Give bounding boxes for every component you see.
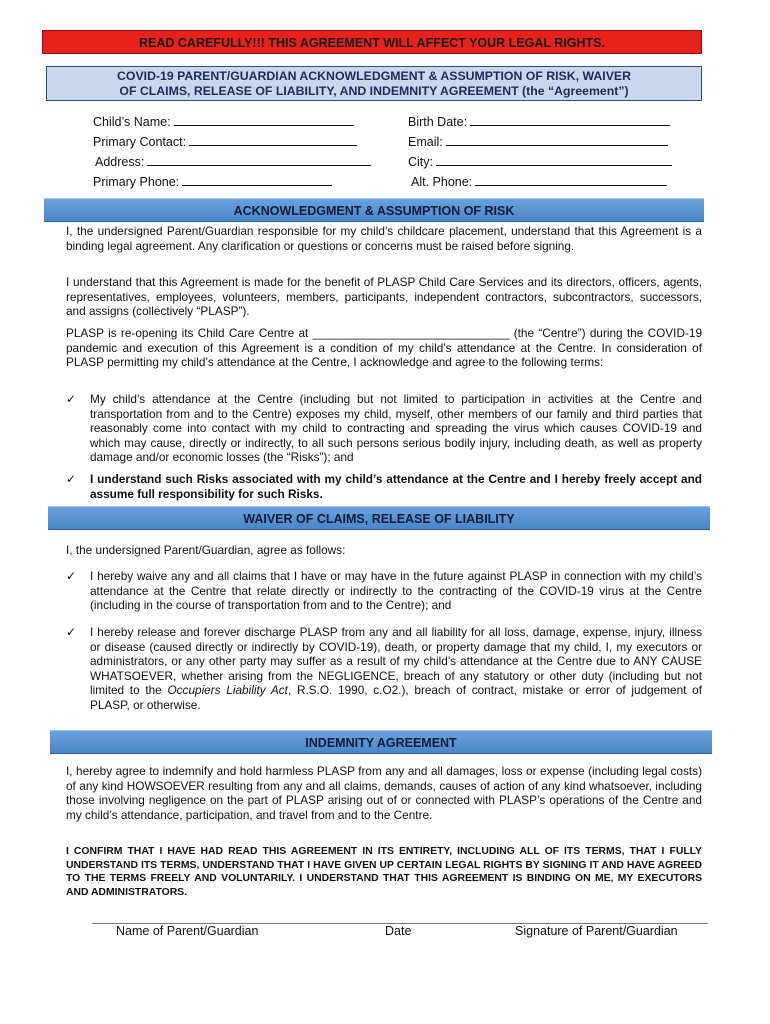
child-name-field[interactable] <box>93 114 354 129</box>
centre-sentence-end: (the “Centre”) during the COVID-19 pandemic and execution of this Agreement is a condition of my child’s attendance at the Centre. In consideration of PLASP permitting my child’s attendance at the Centre, I acknowledge and agree to the following terms: <box>66 326 703 370</box>
email-line[interactable] <box>446 134 668 146</box>
address-field[interactable] <box>95 154 371 169</box>
address-label: Address: <box>95 155 145 169</box>
primary-phone-label: Primary Phone: <box>93 175 180 189</box>
child-name-label: Child’s Name: <box>93 115 171 129</box>
agreement-title <box>46 66 702 101</box>
city-label: City: <box>408 155 433 169</box>
check-mark-icon: ✓ <box>66 472 77 486</box>
centre-blank[interactable]: ______________________________ <box>312 326 510 340</box>
indemnity-paragraph: I, hereby agree to indemnify and hold harmless PLASP from any and all damages, loss or expense (including legal costs) of any kind HOWSOEVER resulting from any and all claims, demands, causes of action of any kind whatsoever, including those involving negligence on the part of PLASP arising out of or connected with PLASP’s operations of the Centre and my child’s attendance, participation, and travel from and to the Centre. <box>66 764 702 822</box>
waiver-heading: WAIVER OF CLAIMS, RELEASE OF LIABILITY <box>48 506 710 530</box>
check-mark-icon: ✓ <box>66 392 77 406</box>
alt-phone-line[interactable] <box>475 174 667 186</box>
waiver-bullet-2-end: , R.S.O. 1990, c.O2.), breach of contract, mistake or error of judgement of PLASP, or otherwise. <box>90 683 703 712</box>
check-mark-icon: ✓ <box>66 625 77 639</box>
email-label: Email: <box>408 135 443 149</box>
agreement-title-line2: OF CLAIMS, RELEASE OF LIABILITY, AND INDEMNITY AGREEMENT (the “Agreement”) <box>119 84 629 98</box>
primary-phone-line[interactable] <box>182 174 332 186</box>
check-mark-icon: ✓ <box>66 569 77 583</box>
confirmation-statement: I CONFIRM THAT I HAVE HAD READ THIS AGREEMENT IN ITS ENTIRETY, INCLUDING ALL OF ITS TERMS, THAT I FULLY UNDERSTAND ITS TERMS, UNDERSTAND THAT I HAVE GIVEN UP CERTAIN LEGAL RIGHTS BY SIGNING IT AND HAVE AGREED TO THE TERMS FREELY AND VOLUNTARILY. I UNDERSTAND THAT THIS AGREEMENT IS BINDING ON ME, MY EXECUTORS AND ADMINISTRATORS. <box>66 846 702 898</box>
centre-sentence-start: PLASP is re-opening its Child Care Centre at <box>66 326 309 340</box>
primary-contact-label: Primary Contact: <box>93 135 187 149</box>
primary-contact-line[interactable] <box>189 134 357 146</box>
city-field[interactable] <box>408 154 672 169</box>
waiver-bullet-1: I hereby waive any and all claims that I have or may have in the future against PLASP in connection with my child’s attendance at the Centre that relate directly or indirectly to the contracting of the COVID-19 virus at the Centre (including in the course of transportation from and to the Centre); and <box>90 569 702 613</box>
birth-date-line[interactable] <box>470 114 670 126</box>
primary-contact-field[interactable] <box>93 134 357 149</box>
waiver-bullet-2 <box>90 625 702 713</box>
acknowledgment-heading: ACKNOWLEDGMENT & ASSUMPTION OF RISK <box>44 198 704 222</box>
waiver-intro: I, the undersigned Parent/Guardian, agree as follows: <box>66 543 346 557</box>
indemnity-heading: INDEMNITY AGREEMENT <box>50 730 712 754</box>
primary-phone-field[interactable] <box>93 174 332 189</box>
signature-label: Signature of Parent/Guardian <box>515 924 678 938</box>
address-line[interactable] <box>147 154 371 166</box>
child-name-line[interactable] <box>174 114 354 126</box>
alt-phone-label: Alt. Phone: <box>411 175 473 189</box>
acknowledgment-paragraph-2: I understand that this Agreement is made for the benefit of PLASP Child Care Services and its directors, officers, agents, representatives, employees, volunteers, members, participants, independent contractors, subcontractors, successors, and assigns (collectively “PLASP”). <box>66 275 702 319</box>
acknowledgment-bullet-2: I understand such Risks associated with my child’s attendance at the Centre and I hereby freely accept and assume full responsibility for such Risks. <box>90 472 702 501</box>
acknowledgment-paragraph-3 <box>66 326 702 370</box>
name-of-parent-label: Name of Parent/Guardian <box>116 924 259 938</box>
alt-phone-field[interactable] <box>411 174 667 189</box>
occupiers-liability-act: Occupiers Liability Act <box>167 683 288 698</box>
birth-date-field[interactable] <box>408 114 670 129</box>
warning-banner: READ CAREFULLY!!! THIS AGREEMENT WILL AFFECT YOUR LEGAL RIGHTS. <box>42 30 702 54</box>
date-label: Date <box>385 924 412 938</box>
acknowledgment-bullet-1: My child’s attendance at the Centre (including but not limited to participation in activities at the Centre and transportation from and to the Centre) exposes my child, myself, other members of our family and third parties that reasonably come into contact with my child to contracting and spreading the virus which causes COVID-19 and which may cause, directly or indirectly, to all such persons serious bodily injury, including death, as well as property damage and/or economic losses (the “Risks”); and <box>90 392 702 465</box>
birth-date-label: Birth Date: <box>408 115 468 129</box>
acknowledgment-paragraph-1: I, the undersigned Parent/Guardian responsible for my child’s childcare placement, understand that this Agreement is a binding legal agreement. Any clarification or questions or concerns must be raised before signing. <box>66 224 702 253</box>
city-line[interactable] <box>436 154 672 166</box>
waiver-bullet-2-start: I hereby release and forever discharge PLASP from any and all liability for all loss, damage, expense, injury, illness or disease (caused directly or indirectly by COVID-19), death, or property damage that my child, I, my executors or administrators, or any other party may suffer as a result of my child’s attendance at the Centre due to ANY CAUSE WHATSOEVER, whether arising from the NEGLIGENCE, breach of any statutory or other duty (including but not limited to the <box>90 625 702 698</box>
email-field[interactable] <box>408 134 668 149</box>
agreement-title-line1: COVID-19 PARENT/GUARDIAN ACKNOWLEDGMENT & ASSUMPTION OF RISK, WAIVER <box>117 69 631 83</box>
